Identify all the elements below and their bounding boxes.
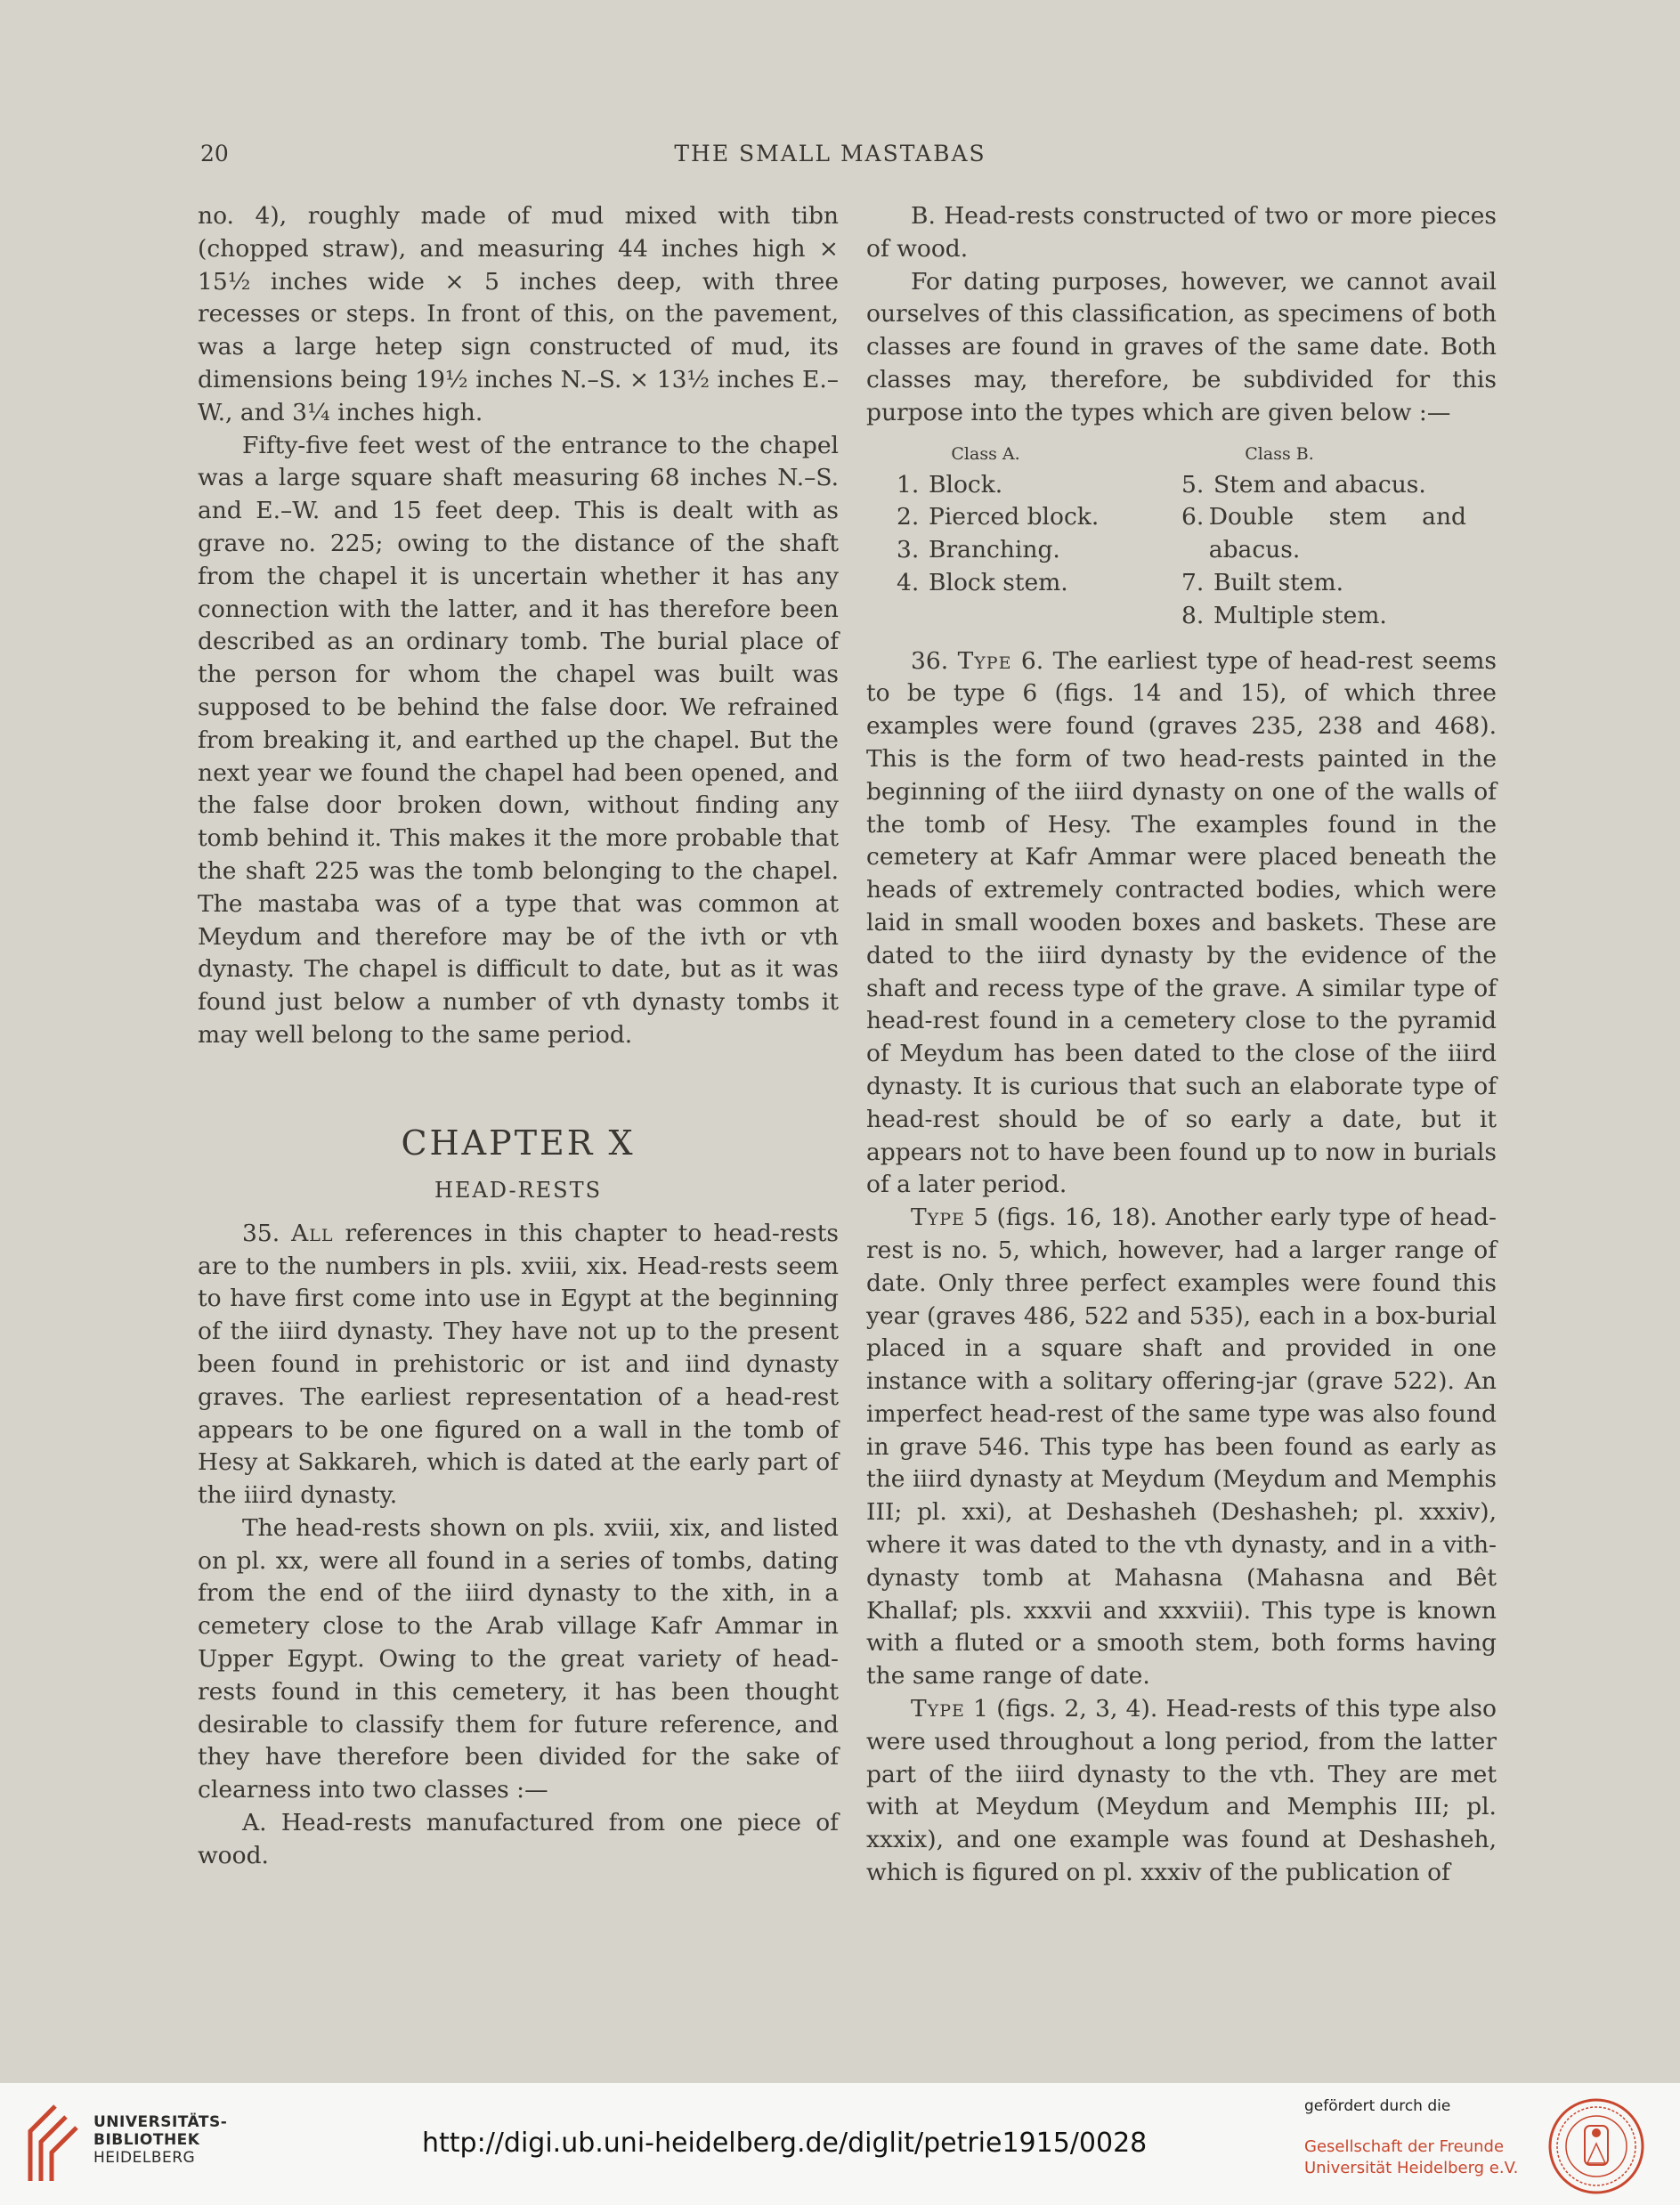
library-line: UNIVERSITÄTS- [93, 2113, 228, 2131]
item-number: 1. [897, 470, 920, 499]
class-b-heading: Class B. [1245, 443, 1314, 464]
paragraph [866, 645, 1497, 1203]
item-label: Double stem and abacus. [1208, 503, 1466, 564]
item-number: 4. [897, 568, 920, 596]
running-header [200, 141, 1460, 171]
list-item [1181, 600, 1466, 633]
sponsor-intro: gefördert durch die [1304, 2097, 1451, 2115]
section-number: 35. [242, 1219, 280, 1247]
class-a-list [897, 441, 1181, 633]
paragraph-text: 5 (figs. 16, 18). Another early type of head-rest is no. 5, which, however, had a larger range of date. Only three perfect examples were found this year (graves 486, 522 and 535), each in a box-burial placed in a square shaft and provided in one instance with a solitary offering-jar (grave 522). An imperfect head-rest of the same type was also found in grave 546. This type has been found as early as the iiird dynasty at Meydum (Meydum and Memphis III; pl. xxi), at Deshasheh (Deshasheh; pl. xxxiv), where it was dated to the vth dynasty, and in a vith-dynasty tomb at Mahasna (Mahasna and Bêt Khallaf; pls. xxxvii and xxxviii). This type is known with a fluted or a smooth stem, both forms having the same range of date. [866, 1204, 1497, 1690]
list-item [897, 534, 1181, 567]
small-caps-lead: Type [911, 1204, 965, 1232]
item-number: 8. [1181, 601, 1205, 629]
left-column [198, 200, 839, 1873]
library-name [93, 2113, 227, 2167]
library-line: BIBLIOTHEK [93, 2131, 200, 2149]
paragraph: The head-rests shown on pls. xviii, xix, and listed on pl. xx, were all found in a series of tombs, dating from the end of the iiird dynasty to the xith, in a cemetery close to the Arab village Kafr Ammar in Upper Egypt. Owing to the great variety of head-rests found in this cemetery, it has been thought desirable to classify them for future reference, and they have therefore been divided for the sake of clearness into two classes :— [198, 1513, 839, 1804]
sponsor-line: Universität Heidelberg e.V. [1304, 2159, 1519, 2177]
chapter-subtitle: HEAD-RESTS [434, 1177, 603, 1203]
item-label: Branching. [929, 536, 1060, 564]
classification-table [897, 441, 1497, 633]
permalink-url[interactable]: http://digi.ub.uni-heidelberg.de/diglit/petrie1915/0028 [422, 2128, 1148, 2159]
paragraph: Fifty-five feet west of the entrance to the chapel was a large square shaft measuring 68 inches N.–S. and E.–W. and 15 feet deep. This is dealt with as grave no. 225; owing to the distance of the shaft from the chapel it is uncertain whether it has any connection with the latter, and it has therefore been described as an ordinary tomb. The burial place of the person for whom the chapel was built was supposed to be behind the false door. We refrained from breaking it, and earthed up the chapel. But the next year we found the chapel had been opened, and the false door broken down, without finding any tomb behind it. This makes it the more probable that the shaft 225 was the tomb belonging to the chapel. The mastaba was of a type that was common at Meydum and therefore may be of the ivth or vth dynasty. The chapel is difficult to date, but as it was found just below a number of vth dynasty tombs it may well belong to the same period. [198, 431, 839, 1049]
library-line: HEIDELBERG [93, 2149, 196, 2167]
item-number: 5. [1181, 470, 1205, 499]
university-seal-icon [1547, 2097, 1645, 2195]
class-b-list [1181, 441, 1466, 633]
ub-heidelberg-logo-icon [20, 2099, 82, 2188]
item-label: Block. [929, 470, 1003, 499]
right-column [866, 200, 1497, 1890]
small-caps-lead: Type [911, 1695, 965, 1723]
page-number: 20 [200, 141, 229, 166]
paragraph-text: 1 (figs. 2, 3, 4). Head-rests of this type also were used throughout a long period, from the latter part of the iiird dynasty to the vth. They are met with at Meydum (Meydum and Memphis III; pl. xxxix), and one example was found at Deshasheh, which is figured on pl. xxxiv of the publication of [866, 1695, 1497, 1887]
item-number: 3. [897, 536, 920, 564]
item-number: 2. [897, 503, 920, 531]
paragraph: A. Head-rests manufactured from one piece of wood. [198, 1809, 839, 1869]
small-caps-lead: All [291, 1219, 334, 1247]
item-number: 7. [1181, 568, 1205, 596]
item-label: Built stem. [1213, 568, 1344, 596]
list-item [1181, 469, 1466, 502]
sponsor-block [1304, 2096, 1527, 2179]
item-label: Stem and abacus. [1213, 470, 1426, 499]
list-item [1181, 501, 1466, 567]
digital-library-footer [0, 2083, 1680, 2205]
class-a-heading: Class A. [951, 443, 1020, 464]
paragraph-text: 6. The earliest type of head-rest seems to be type 6 (figs. 14 and 15), of which three examples were found (graves 235, 238 and 468). This is the form of two head-rests painted in the beginning of the iiird dynasty on one of the walls of the tomb of Hesy. The examples found in the cemetery at Kafr Ammar were placed beneath the heads of extremely contracted bodies, which were laid in small wooden boxes and baskets. These are dated to the iiird dynasty by the evidence of the shaft and recess type of the grave. A similar type of head-rest found in a cemetery close to the pyramid of Meydum has been dated to the close of the iiird dynasty. It is curious that such an elaborate type of head-rest should be of so early a date, but it appears not to have been found up to now in burials of a later period. [866, 646, 1497, 1199]
paragraph-text: references in this chapter to head-rests are to the numbers in pls. xviii, xix. Head-rests seem to have first come into use in Egypt at the beginning of the iiird dynasty. They have not up to the present been found in prehistoric or ist and iind dynasty graves. The earliest representation of a head-rest appears to be one figured on a wall in the tomb of Hesy at Sakkareh, which is dated at the early part of the iiird dynasty. [198, 1219, 839, 1510]
paragraph: B. Head-rests constructed of two or more pieces of wood. [866, 202, 1497, 263]
item-label: Multiple stem. [1213, 601, 1387, 629]
sponsor-name [1304, 2136, 1527, 2179]
paragraph [866, 1693, 1497, 1890]
paragraph: For dating purposes, however, we cannot avail ourselves of this classification, as specimens of both classes are found in graves of the same date. Both classes may, therefore, be subdivided for this purpose into the types which are given below :— [866, 267, 1497, 426]
list-item [897, 501, 1181, 534]
section-number: 36. [911, 646, 958, 675]
item-number: 6. [1181, 503, 1205, 531]
paragraph: no. 4), roughly made of mud mixed with tibn (chopped straw), and measuring 44 inches high × 15½ inches wide × 5 inches deep, with three recesses or steps. In front of this, on the pavement, was a large hetep sign constructed of mud, its dimensions being 19½ inches N.–S. × 13½ inches E.–W., and 3¼ inches high. [198, 202, 839, 426]
item-label: Block stem. [929, 568, 1068, 596]
small-caps-lead: Type [957, 646, 1012, 675]
list-item [1181, 567, 1466, 600]
running-title: THE SMALL MASTABAS [674, 141, 986, 166]
chapter-title: CHAPTER X [401, 1123, 636, 1163]
list-item [897, 469, 1181, 502]
list-item [897, 567, 1181, 600]
paragraph [866, 1202, 1497, 1693]
item-label: Pierced block. [929, 503, 1100, 531]
sponsor-line: Gesellschaft der Freunde [1304, 2137, 1505, 2156]
paragraph [198, 1218, 839, 1512]
